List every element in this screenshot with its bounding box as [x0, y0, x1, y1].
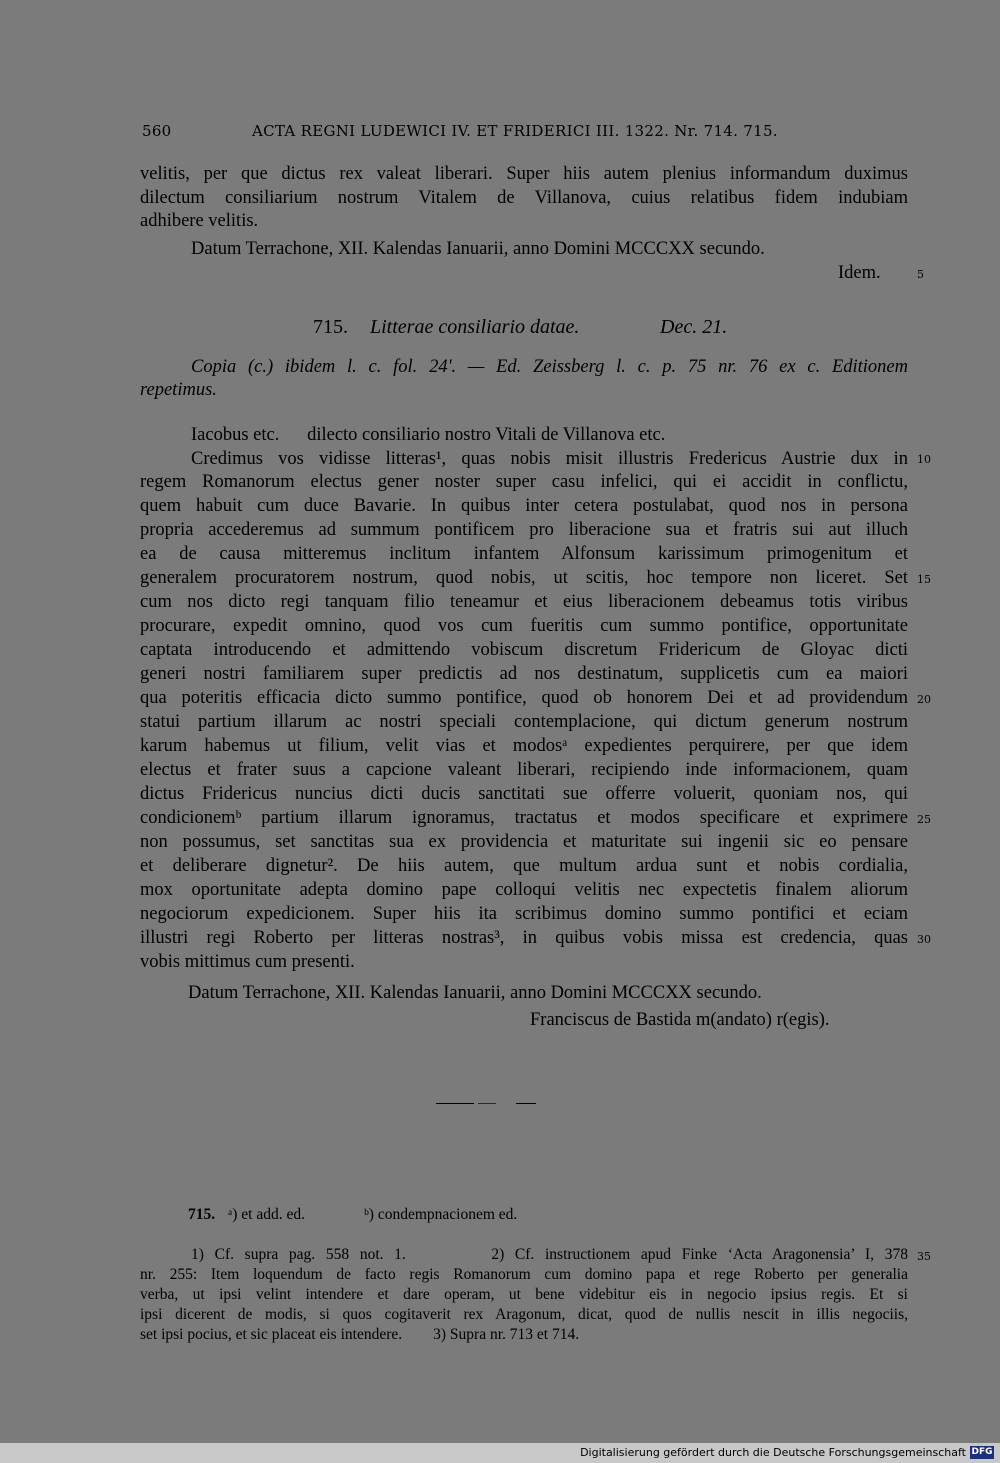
- separator-rule: [478, 1103, 496, 1104]
- text-line: regem Romanorum electus gener noster super casu infelici, qui ei accidit in conflictu,: [140, 472, 908, 492]
- text-line: electus et frater suus a capcione valeant liberari, recipiendo inde informacionem, quam: [140, 760, 908, 780]
- text-line: karum habemus ut filium, velit vias et modosᵃ expedientes perquirere, per que idem: [140, 736, 908, 756]
- address-line: Iacobus etc. dilecto consiliario nostro Vitali de Villanova etc.: [191, 425, 666, 445]
- text-line: vobis mittimus cum presenti.: [140, 952, 355, 972]
- text-line: qua poteritis efficacia dicto summo pontifice, quod ob honorem Dei et ad providendum: [140, 688, 908, 708]
- text-line: et deliberare dignetur². De hiis autem, que multum ardua sunt et nobis cordialia,: [140, 856, 908, 876]
- text-line: Credimus vos vidisse litteras¹, quas nobis misit illustris Fredericus Austrie dux in: [191, 449, 908, 469]
- line-number: 25: [917, 813, 931, 826]
- running-title: ACTA REGNI LUDEWICI IV. ET FRIDERICI III. 1322. Nr. 714. 715.: [252, 122, 778, 140]
- text-line: condicionemᵇ partium illarum ignoramus, tractatus et modos specificare et exprimere: [140, 808, 908, 828]
- source-line: Copia (c.) ibidem l. c. fol. 24'. — Ed. Zeissberg l. c. p. 75 nr. 76 ex c. Editionem: [191, 357, 908, 377]
- signature: Franciscus de Bastida m(andato) r(egis).: [530, 1010, 830, 1030]
- footnote-line: 1) Cf. supra pag. 558 not. 1. 2) Cf. instructionem apud Finke ‘Acta Aragonensia’ I, 378: [191, 1246, 908, 1263]
- text-line: cum nos dicto regi tanquam filio teneamur et eius liberacionem debeamus totis viribus: [140, 592, 908, 612]
- page-number: 560: [142, 122, 172, 140]
- line-number: 35: [917, 1250, 931, 1263]
- apparatus-note: ᵇ) condempnacionem ed.: [364, 1206, 518, 1223]
- text-line: dilectum consiliarium nostrum Vitalem de Villanova, cuius relatibus fidem indubiam: [140, 188, 908, 208]
- source-line: repetimus.: [140, 380, 217, 400]
- text-line: non possumus, set sanctitas sua ex providencia et maturitate sui ingenii sic eo pensare: [140, 832, 908, 852]
- footnote-line: ipsi dicerent de modis, si quos cogitaverit rex Aragonum, dicat, quod de nullis nescit in illis negociis,: [140, 1306, 908, 1323]
- footnote-line: verba, ut ipsi velint intendere et dare operam, ut bene videbitur eis in negocio ipsius regis. Et si: [140, 1286, 908, 1303]
- document-title: Litterae consiliario datae.: [370, 316, 580, 338]
- text-line: velitis, per que dictus rex valeat liberari. Super hiis autem plenius informandum duximus: [140, 164, 908, 184]
- text-line: quem habuit cum duce Bavarie. In quibus inter cetera postulabat, quod nos in persona: [140, 496, 908, 516]
- text-line: illustri regi Roberto per litteras nostras³, in quibus vobis missa est credencia, quas: [140, 928, 908, 948]
- apparatus-number: 715.: [188, 1206, 216, 1223]
- apparatus-note: ᵃ) et add. ed.: [228, 1206, 305, 1223]
- footnote-line: set ipsi pocius, et sic placeat eis intendere. 3) Supra nr. 713 et 714.: [140, 1326, 580, 1343]
- line-number: 10: [917, 453, 931, 466]
- text-line: statui partium illarum ac nostri speciali contemplacione, qui dictum generum nostrum: [140, 712, 908, 732]
- document-date: Dec. 21.: [660, 316, 728, 338]
- datum-line: Datum Terrachone, XII. Kalendas Ianuarii, anno Domini MCCCXX secundo.: [191, 239, 765, 259]
- text-line: generalem procuratorem nostrum, quod nobis, ut scitis, hoc tempore non liceret. Set: [140, 568, 908, 588]
- separator-rule: [436, 1103, 474, 1104]
- dfg-logo: DFG: [971, 1447, 993, 1457]
- line-number: 30: [917, 933, 931, 946]
- footnote-line: nr. 255: Item loquendum de facto regis Romanorum cum domino papa et rege Roberto per generalia: [140, 1266, 908, 1283]
- text-line: procurare, expedit omnino, quod vos cum fueritis cum summo pontifice, opportunitate: [140, 616, 908, 636]
- text-line: mox oportunitate adepta domino pape colloqui velitis nec expectetis finalem aliorum: [140, 880, 908, 900]
- line-number: 15: [917, 573, 931, 586]
- line-number: 5: [917, 268, 924, 281]
- text-line: propria accederemus ad summum pontificem pro liberacione sua et fratris sui aut illuch: [140, 520, 908, 540]
- line-number: 20: [917, 693, 931, 706]
- text-line: negociorum expedicionem. Super hiis ita scribimus domino summo pontifici et eciam: [140, 904, 908, 924]
- funding-credit: Digitalisierung gefördert durch die Deutsche Forschungsgemeinschaft: [580, 1446, 966, 1459]
- text-line: dictus Fridericus nuncius dicti ducis sanctitati sue offerre voluerit, quoniam nos, qui: [140, 784, 908, 804]
- text-line: generi nostri familiarem super predictis ad nos destinatum, supplicetis cum ea maiori: [140, 664, 908, 684]
- text-line: ea de causa mitteremus inclitum infantem Alfonsum karissimum primogenitum et: [140, 544, 908, 564]
- signature: Idem.: [838, 263, 881, 283]
- text-line: captata introducendo et admittendo vobiscum discretum Fridericum de Gloyac dicti: [140, 640, 908, 660]
- document-number: 715.: [313, 316, 348, 338]
- datum-line: Datum Terrachone, XII. Kalendas Ianuarii, anno Domini MCCCXX secundo.: [188, 983, 762, 1003]
- separator-rule: [516, 1103, 536, 1104]
- text-line: adhibere velitis.: [140, 211, 259, 231]
